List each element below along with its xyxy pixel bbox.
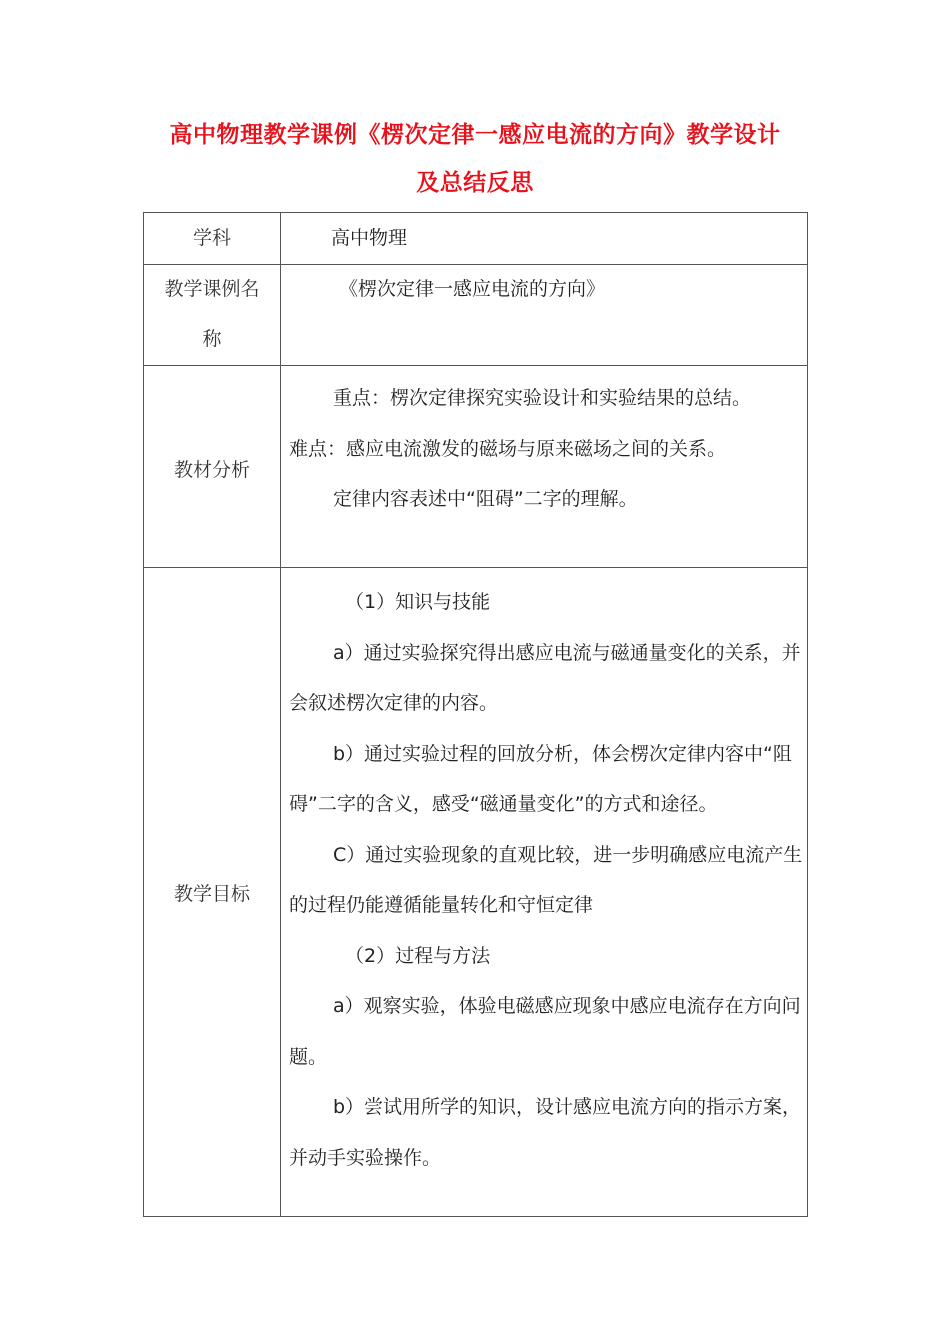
row-divider [144, 567, 807, 568]
analysis-key-point: 重点：楞次定律探究实验设计和实验结果的总结。 [333, 387, 752, 409]
column-divider [280, 213, 281, 1216]
analysis-label: 教材分析 [173, 459, 250, 481]
subject-label: 学科 [192, 227, 231, 249]
lesson-name-label-line-1: 教学课例名 [164, 278, 260, 300]
lesson-name-label-line-2: 称 [202, 328, 222, 350]
document-title-line-2: 及总结反思 [416, 170, 534, 196]
analysis-difficulty: 难点：感应电流激发的磁场与原来磁场之间的关系。 [289, 437, 727, 460]
goals-knowledge-b: b）通过实验过程的回放分析，体会楞次定律内容中“阻碍”二字的含义，感受“磁通量变化”的方式和途径。 [289, 742, 792, 815]
goals-label: 教学目标 [173, 883, 250, 905]
subject-value: 高中物理 [331, 227, 408, 249]
goals-content [289, 577, 804, 1183]
goals-knowledge-a: a）通过实验探究得出感应电流与磁通量变化的关系，并会叙述楞次定律的内容。 [289, 641, 801, 714]
row-divider [144, 365, 807, 366]
goals-knowledge-c: C）通过实验现象的直观比较，进一步明确感应电流产生的过程仍能遵循能量转化和守恒定律 [289, 843, 803, 916]
goals-process-b: b）尝试用所学的知识，设计感应电流方向的指示方案，并动手实验操作。 [289, 1096, 802, 1169]
lesson-name-value: 《楞次定律一感应电流的方向》 [339, 278, 606, 300]
goals-process-a: a）观察实验，体验电磁感应现象中感应电流存在方向问题。 [289, 995, 801, 1068]
goals-heading-process: （2）过程与方法 [345, 944, 491, 967]
goals-heading-knowledge: （1）知识与技能 [345, 591, 491, 613]
analysis-difficulty-note: 定律内容表述中“阻碍”二字的理解。 [333, 488, 638, 510]
analysis-content [289, 373, 804, 525]
document-title-line-1: 高中物理教学课例《楞次定律一感应电流的方向》教学设计 [169, 122, 781, 148]
lesson-design-table [143, 212, 808, 1217]
